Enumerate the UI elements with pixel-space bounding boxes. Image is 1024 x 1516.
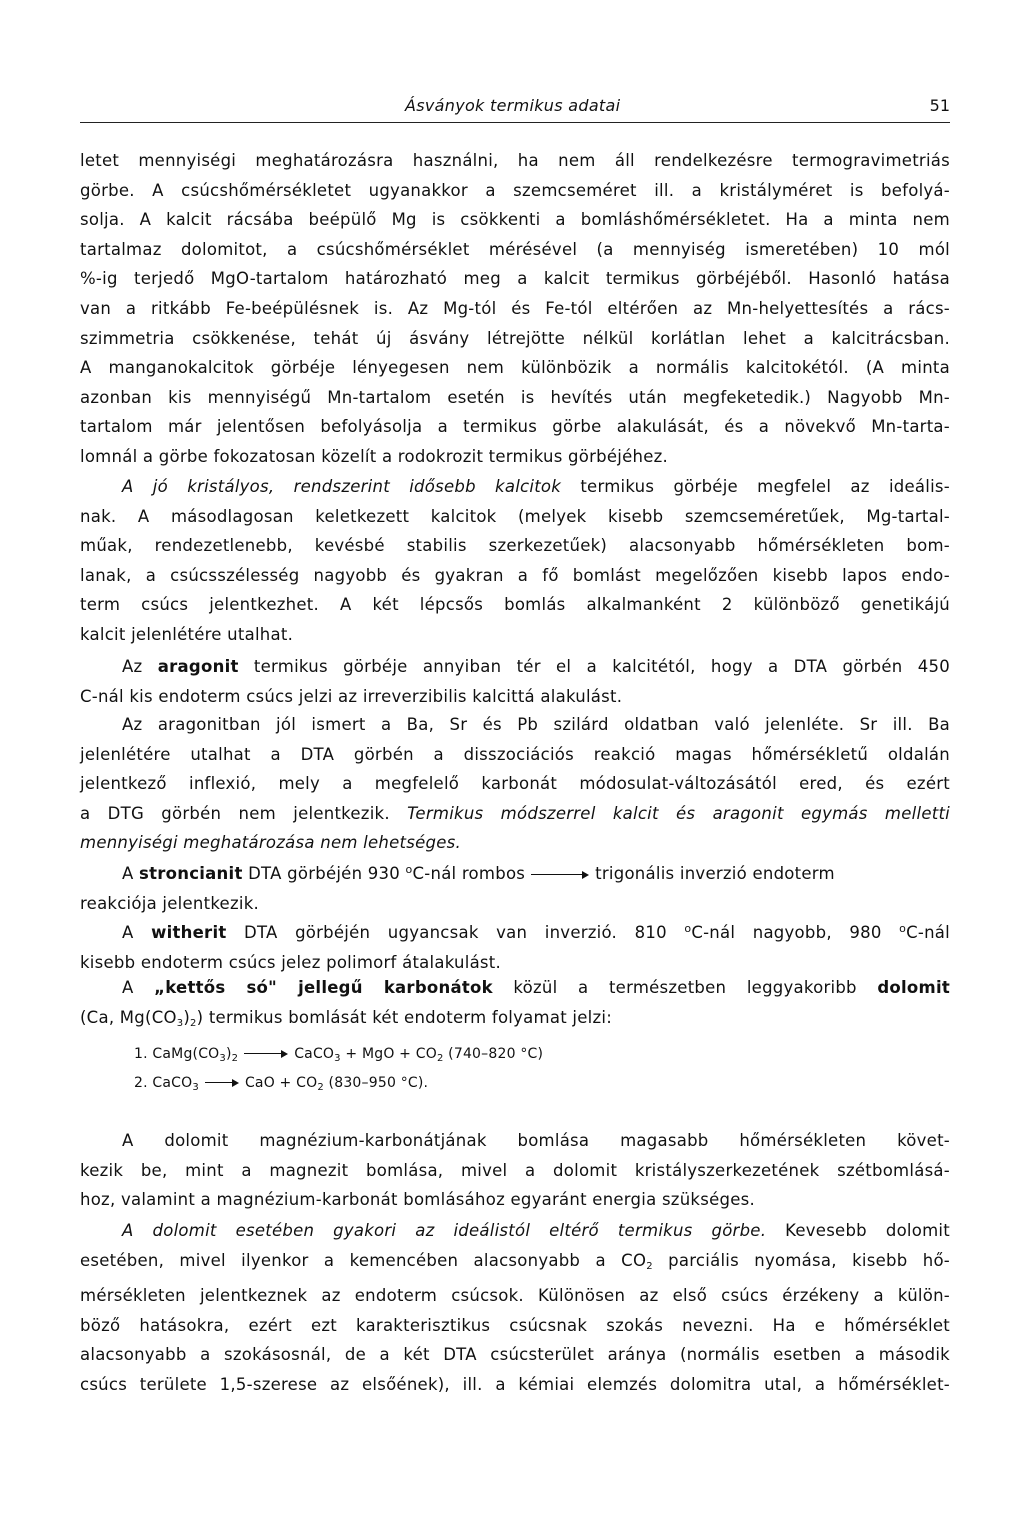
text-line: solja. A kalcit rácsába beépülő Mg is csökkenti a bomláshőmérsékletet. Ha a minta nem bbox=[80, 210, 950, 230]
page-number: 51 bbox=[929, 96, 950, 115]
text-line: jelentkező inflexió, mely a megfelelő karbonát módosulat-változásától ered, és ezért bbox=[80, 774, 950, 794]
text-fragment: trigonális inverzió endoterm bbox=[595, 864, 835, 883]
text-fragment: C-nál bbox=[906, 923, 950, 942]
text-line: mérsékleten jelentkeznek az endoterm csúcsok. Különösen az első csúcs érzékeny a külön- bbox=[80, 1286, 950, 1306]
mineral-name-witherite: witherit bbox=[151, 923, 227, 942]
text-fragment: + MgO + CO bbox=[340, 1046, 437, 1062]
equation-number: 2. bbox=[134, 1075, 153, 1091]
text-line: csúcs területe 1,5-szerese az elsőének), ill. a kémiai elemzés dolomitra utal, a hőmérséklet- bbox=[80, 1374, 950, 1394]
mineral-name-dolomite: dolomit bbox=[877, 978, 950, 997]
text-line: görbe. A csúcshőmérsékletet ugyanakkor a szemcseméret ill. a kristályméret is befolyá- bbox=[80, 180, 950, 200]
paragraph-good-crystalline-calcites bbox=[80, 472, 950, 650]
text-fragment: Az aragonitban jól ismert a Ba, Sr és Pb szilárd oldatban való jelenléte. Sr ill. Ba bbox=[122, 715, 950, 734]
text-fragment: ) bbox=[225, 1046, 232, 1062]
text-fragment: közül a természetben leggyakoribb bbox=[492, 978, 878, 997]
text-fragment: termikus görbéje megfelel az ideális- bbox=[561, 477, 950, 496]
page-header bbox=[80, 96, 950, 126]
text-line: tartalmaz dolomitot, a csúcshőmérséklet mérésével (a mennyiség ismeretében) 10 mól bbox=[80, 239, 950, 259]
text-line bbox=[80, 1126, 950, 1156]
header-rule bbox=[80, 122, 950, 123]
text-line: lanak, a csúcsszélesség nagyobb és gyakran a fő bomlást megelőzően kisebb lapos endo- bbox=[80, 565, 950, 585]
text-fragment: A dolomit magnézium-karbonátjának bomlása magasabb hőmérsékleten követ- bbox=[122, 1131, 950, 1150]
right-arrow-icon bbox=[531, 870, 589, 880]
text-line: tartalom már jelentősen befolyásolja a termikus görbe alakulását, és a növekvő Mn-tarta- bbox=[80, 417, 950, 437]
italic-phrase: Termikus módszerrel kalcit és aragonit egymás melletti bbox=[407, 803, 951, 823]
text-line bbox=[80, 652, 950, 682]
text-fragment: Az bbox=[122, 657, 158, 676]
text-line bbox=[80, 1003, 950, 1039]
text-line: kezik be, mint a magnezit bomlása, mivel a dolomit kristályszerkezetének szétbomlásá- bbox=[80, 1160, 950, 1180]
text-line: van a ritkább Fe-beépülésnek is. Az Mg-tól és Fe-tól eltérően az Mn-helyettesítés a rács- bbox=[80, 298, 950, 318]
text-line: %-ig terjedő MgO-tartalom határozható meg a kalcit termikus görbéjéből. Hasonló hatása bbox=[80, 269, 950, 289]
text-line bbox=[80, 1246, 950, 1282]
text-fragment: ) termikus bomlását két endoterm folyamat jelzi: bbox=[196, 1007, 613, 1027]
paragraph-aragonite bbox=[80, 652, 950, 711]
paragraph-strontianite bbox=[80, 855, 950, 918]
right-arrow-icon bbox=[244, 1049, 288, 1059]
text-fragment: termikus görbéje annyiban tér el a kalcitétól, hogy a DTA görbén 450 bbox=[238, 657, 950, 676]
text-line bbox=[80, 855, 950, 889]
text-line: letet mennyiségi meghatározásra használni, ha nem áll rendelkezésre termogravimetriás bbox=[80, 151, 950, 170]
text-line: lomnál a görbe fokozatosan közelít a rodokrozit termikus görbéjéhez. bbox=[80, 446, 669, 466]
reaction-equation-1 bbox=[134, 1046, 543, 1064]
text-fragment: CaCO bbox=[152, 1075, 193, 1091]
italic-phrase: A dolomit esetében gyakori az ideálistól eltérő termikus görbe. bbox=[122, 1221, 767, 1240]
paragraph-dolomite-nonideal bbox=[80, 1216, 950, 1400]
subscript: 3 bbox=[334, 1053, 341, 1064]
degree-sign: o bbox=[405, 863, 413, 876]
text-fragment: parciális nyomása, kisebb hő- bbox=[652, 1250, 951, 1270]
text-line: mennyiségi meghatározása nem lehetséges. bbox=[80, 833, 461, 853]
text-line: nak. A másodlagosan keletkezett kalcitok (melyek kisebb szemcseméretűek, Mg-tartal- bbox=[80, 506, 950, 526]
subscript: 2 bbox=[231, 1053, 239, 1064]
right-arrow-icon bbox=[205, 1078, 239, 1088]
text-line bbox=[80, 1216, 950, 1246]
text-line: reakciója jelentkezik. bbox=[80, 893, 259, 913]
subscript: 2 bbox=[436, 1053, 444, 1064]
subscript: 3 bbox=[192, 1082, 199, 1093]
text-line: jelenlétére utalhat a DTA görbén a disszociációs reakció magas hőmérsékletű oldalán bbox=[80, 744, 950, 764]
text-line bbox=[80, 472, 950, 502]
equation-number: 1. bbox=[134, 1046, 153, 1062]
text-fragment: CaCO bbox=[294, 1046, 335, 1062]
text-line: C-nál kis endoterm csúcs jelzi az irreverzibilis kalcittá alakulást. bbox=[80, 686, 623, 706]
paragraph-calcite-peak bbox=[80, 146, 950, 472]
text-line: szimmetria csökkenése, tehát új ásvány létrejötte nélkül korlátlan lehet a kalcitrácsban. bbox=[80, 328, 950, 348]
text-fragment: DTA görbéjén ugyancsak van inverzió. 810 bbox=[226, 923, 685, 942]
paragraph-dolomite-decomposition bbox=[80, 1126, 950, 1215]
reaction-equation-2 bbox=[134, 1075, 428, 1093]
subscript: 2 bbox=[646, 1260, 653, 1272]
text-fragment: (740–820 °C) bbox=[443, 1046, 544, 1062]
paragraph-witherite bbox=[80, 914, 950, 977]
text-line: alacsonyabb a szokásosnál, de a két DTA csúcsterület aránya (normális esetben a második bbox=[80, 1345, 950, 1365]
text-line bbox=[80, 914, 950, 948]
text-fragment: a DTG görbén nem jelentkezik. bbox=[80, 803, 408, 823]
text-fragment: CaMg(CO bbox=[152, 1046, 220, 1062]
text-fragment: (830–950 °C). bbox=[323, 1075, 429, 1091]
subscript: 3 bbox=[176, 1017, 184, 1029]
text-line: term csúcs jelentkezhet. A két lépcsős bomlás alkalmanként 2 különböző genetikájú bbox=[80, 595, 950, 615]
text-fragment: A bbox=[122, 923, 152, 942]
text-line bbox=[80, 973, 950, 1003]
text-fragment: (Ca, Mg(CO bbox=[80, 1007, 177, 1027]
text-fragment: A bbox=[122, 864, 140, 883]
text-fragment: C-nál rombos bbox=[412, 864, 526, 883]
text-line: kalcit jelenlétére utalhat. bbox=[80, 624, 294, 644]
paragraph-aragonite-substitution bbox=[80, 710, 950, 858]
text-line: azonban kis mennyiségű Mn-tartalom esetén is hevítés után megfeketedik.) Nagyobb Mn- bbox=[80, 387, 950, 407]
text-line: hoz, valamint a magnézium-karbonát bomlásához egyaránt energia szükséges. bbox=[80, 1190, 755, 1210]
subscript: 3 bbox=[219, 1053, 226, 1064]
degree-sign: o bbox=[684, 922, 692, 935]
text-fragment: DTA görbéjén 930 bbox=[242, 864, 406, 883]
running-title: Ásványok termikus adatai bbox=[405, 96, 621, 115]
text-line bbox=[80, 799, 950, 829]
text-fragment: A bbox=[122, 978, 155, 997]
text-fragment: CaO + CO bbox=[244, 1075, 318, 1091]
text-fragment: esetében, mivel ilyenkor a kemencében alacsonyabb a CO bbox=[80, 1250, 647, 1270]
mineral-name-strontianite: stroncianit bbox=[139, 864, 243, 883]
text-line bbox=[80, 710, 950, 740]
text-line: kisebb endoterm csúcs jelez polimorf átalakulást. bbox=[80, 952, 501, 972]
text-line: böző hatásokra, ezért ezt karakterisztikus csúcsnak szokás nevezni. Ha e hőmérséklet bbox=[80, 1315, 950, 1335]
text-fragment: Kevesebb dolomit bbox=[766, 1221, 950, 1240]
subscript: 2 bbox=[317, 1082, 324, 1093]
text-fragment: ) bbox=[183, 1007, 191, 1027]
mineral-name-aragonite: aragonit bbox=[157, 657, 239, 676]
subscript: 2 bbox=[190, 1017, 197, 1029]
italic-phrase: A jó kristályos, rendszerint idősebb kalcitok bbox=[122, 477, 562, 496]
degree-sign: o bbox=[899, 922, 907, 935]
text-line: A manganokalcitok görbéje lényegesen nem különbözik a normális kalcitokétól. (A minta bbox=[80, 358, 950, 378]
bold-phrase: „kettős só" jellegű karbonátok bbox=[154, 978, 493, 997]
paragraph-double-salt-carbonates bbox=[80, 973, 950, 1038]
text-line: műak, rendezetlenebb, kevésbé stabilis szerkezetűek) alacsonyabb hőmérsékleten bom- bbox=[80, 536, 950, 556]
text-fragment: C-nál nagyobb, 980 bbox=[691, 923, 900, 942]
